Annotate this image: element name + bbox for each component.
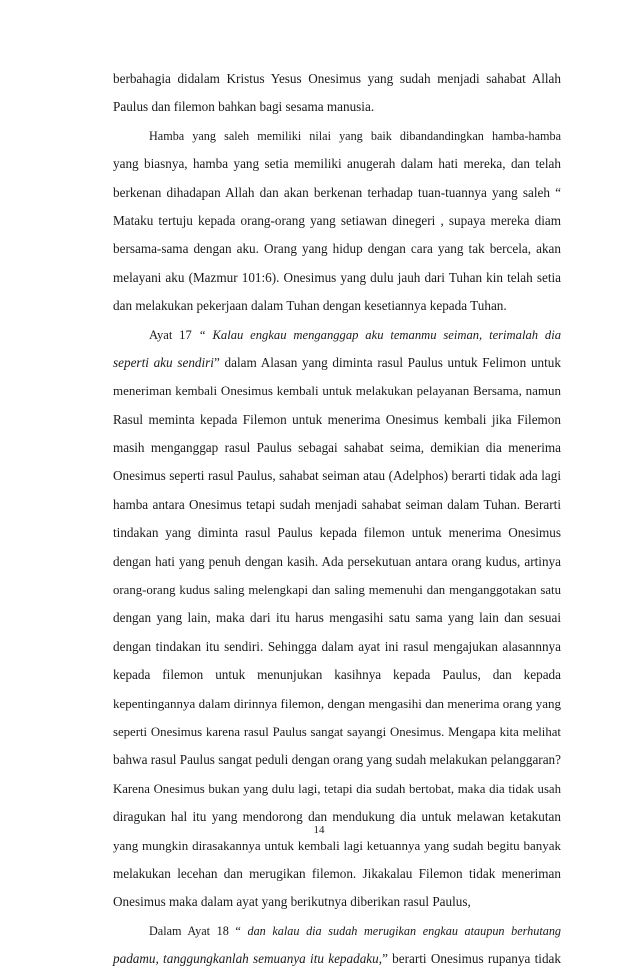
text-line-16 [113,491,561,519]
text-run: berkenan dihadapan Allah dan akan berkenan terhadap tuan-tuannya yang saleh “ [113,184,561,200]
text-run: Dalam Ayat 18 “ [149,923,248,938]
text-run: bersama-sama dengan aku. Orang yang hidup dengan cara yang tak bercela, akan [113,241,561,257]
text-line-8 [113,264,561,292]
text-run: Mataku tertuju kepada orang-orang yang setiawan dinegeri , supaya mereka diam [113,212,561,228]
text-line-18 [113,548,561,576]
text-line-7 [113,235,561,263]
text-run: Paulus dan filemon bahkan bagi sesama manusia. [113,99,375,115]
text-line-21 [113,633,561,661]
text-run: dengan yang lain, maka dari itu harus mengasihi satu sama yang lain dan sesuai [113,610,561,626]
text-run-italic: seperti aku sendiri [113,354,214,370]
text-line-2 [113,93,561,121]
text-line-26 [113,775,561,803]
text-run: tindakan yang diminta rasul Paulus kepada filemon untuk menerima Onesimus [113,525,561,541]
text-run: diragukan hal itu yang mendorong dan mendukung dia untuk melawan ketakutan [113,809,561,825]
text-line-29 [113,860,561,888]
text-line-30 [113,888,561,916]
text-run: melakukan lecehan dan merugikan filemon. Jikakalau Filemon tidak meneriman [113,865,561,881]
text-line-12 [113,377,561,405]
text-run: ” dalam Alasan yang diminta rasul Paulus untuk Felimon untuk [213,354,561,370]
text-run: Onesimus maka dalam ayat yang berikutnya diberikan rasul Paulus, [113,894,471,910]
text-line-25 [113,746,561,774]
text-run-italic: dan kalau dia sudah merugikan engkau ataupun berhutang [247,923,562,938]
text-run-italic: “ Kalau engkau menganggap aku temanmu seiman, terimalah dia [198,327,561,342]
text-run: berbahagia didalam Kristus Yesus Onesimus yang sudah menjadi sahabat Allah [113,71,561,86]
text-run: yang biasnya, hamba yang setia memiliki anugerah dalam hati mereka, dan telah [113,156,561,172]
text-line-3 [113,122,561,150]
text-line-10 [113,321,561,349]
text-run: dan melakukan pekerjaan dalam Tuhan dengan kesetiannya kepada Tuhan. [113,298,507,314]
text-line-22 [113,661,561,689]
text-line-32 [113,945,561,973]
text-run: bahwa rasul Paulus sangat peduli dengan orang yang sudah melakukan pelanggaran? [113,752,561,768]
text-line-9 [113,292,561,320]
text-line-5 [113,179,561,207]
text-run: meneriman kembali Onesimus kembali untuk melakukan pelayanan Bersama, namun [113,383,561,399]
text-run: melayani aku (Mazmur 101:6). Onesimus yang dulu jauh dari Tuhan kin telah setia [113,269,561,285]
text-run: seperti Onesimus karena rasul Paulus sangat sayangi Onesimus. Mengapa kita melihat [113,724,561,739]
text-line-31 [113,917,561,945]
text-run: masih menganggap rasul Paulus sebagai sahabat seima, demikian dia menerima [113,440,561,456]
text-run: dengan hati yang penuh dengan kasih. Ada persekutuan antara orang kudus, artinya [113,553,561,569]
page-number: 14 [313,824,325,836]
text-run: Onesimus seperti rasul Paulus, sahabat seiman atau (Adelphos) berarti tidak ada lagi [113,468,561,484]
text-line-1 [113,65,561,93]
text-run: Karena Onesimus bukan yang dulu lagi, tetapi dia sudah bertobat, maka dia tidak usah [113,781,561,796]
text-run: yang mungkin dirasakannya untuk kembali lagi ketuannya yang sudah begitu banyak [113,837,561,853]
text-run: ,” berarti Onesimus rupanya tidak [378,951,561,967]
text-run: Rasul meminta kepada Filemon untuk menerima Onesimus kembali jika Filemon [113,411,561,427]
text-run: dengan tindakan itu sendiri. Sehingga dalam ayat ini rasul mengajukan alasannnya [113,638,561,654]
text-line-15 [113,462,561,490]
text-run: orang-orang kudus saling melengkapi dan saling memenuhi dan menganggotakan satu [113,583,561,598]
text-line-17 [113,519,561,547]
text-line-23 [113,690,561,718]
text-run: hamba antara Onesimus tetapi sudah menjadi sahabat seiman dalam Tuhan. Berarti [113,496,561,512]
text-run: kepada filemon untuk menunjukan kasihnya kepada Paulus, dan kepada [113,667,561,683]
text-line-11 [113,349,561,377]
text-run: Hamba yang saleh memiliki nilai yang baik dibandandingkan hamba-hamba [149,128,561,143]
text-run: kepentingannya dalam dirinnya filemon, dengan mengasihi dan menerima orang yang [113,695,561,711]
text-run: Ayat 17 [149,327,199,342]
text-line-20 [113,604,561,632]
text-line-24 [113,718,561,746]
text-line-19 [113,576,561,604]
text-line-14 [113,434,561,462]
text-line-13 [113,406,561,434]
text-line-4 [113,150,561,178]
text-line-6 [113,207,561,235]
text-run-italic: padamu, tanggungkanlah semuanya itu kepadaku [113,951,379,967]
body-text [113,65,561,974]
